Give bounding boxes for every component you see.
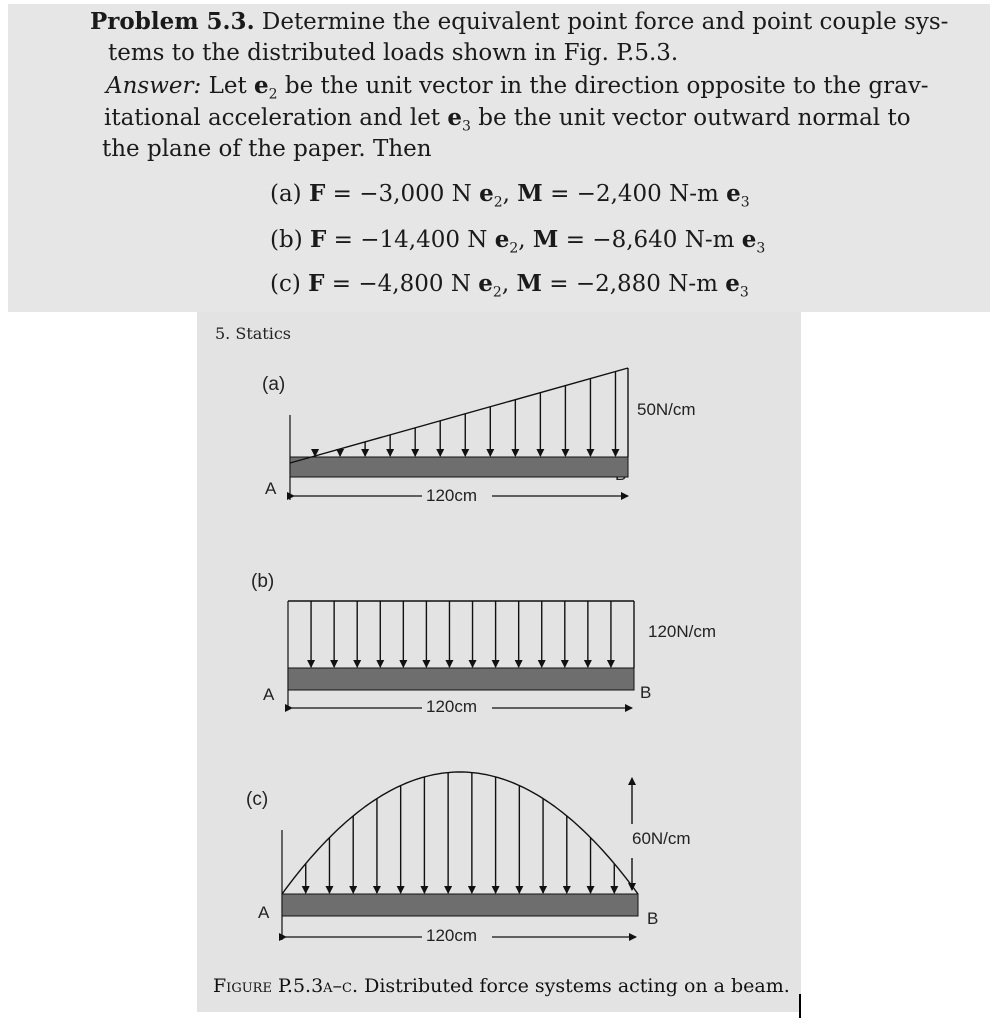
answer-b: (b) F = −14,400 N $e_2$, M = −8,640 N-m $e_3$ (270, 226, 766, 257)
panel-label-c: (c) (246, 789, 269, 810)
figure-caption (213, 975, 790, 997)
problem-line-2: tems to the distributed loads shown in Fig. P.5.3. (108, 40, 679, 66)
load-label-a: 50N/cm (637, 400, 696, 419)
answer-label: Answer: (106, 73, 202, 99)
point-a-label-b: A (263, 685, 275, 704)
beam-b (288, 668, 634, 690)
section-label: 5. Statics (215, 324, 291, 343)
point-b-label-b: B (640, 683, 652, 702)
point-a-label-c: A (258, 903, 270, 922)
load-profile-c (282, 772, 638, 894)
load-profile-a (290, 368, 628, 463)
point-b-label-c: B (647, 909, 659, 928)
length-label-b: 120cm (426, 697, 478, 716)
beam-c (282, 894, 638, 916)
caption-prefix: Figure P.5.3a–c. (213, 975, 359, 997)
problem-heading: Problem 5.3. (90, 8, 255, 35)
text-cursor (799, 994, 801, 1018)
panel-label-a: (a) (262, 374, 286, 395)
length-label-a: 120cm (426, 486, 478, 505)
length-label-c: 120cm (426, 926, 478, 945)
problem-line-5: the plane of the paper. Then (102, 136, 432, 162)
load-label-b: 120N/cm (648, 622, 717, 641)
beam-a (290, 457, 628, 477)
load-label-c: 60N/cm (632, 829, 691, 848)
problem-line-4: itational acceleration and let $e_3$ be the unit vector outward normal to (104, 104, 911, 135)
answer-c: (c) F = −4,800 N $e_2$, M = −2,880 N-m $e_3$ (270, 270, 749, 301)
caption-text: Distributed force systems acting on a beam. (358, 975, 790, 997)
problem-line-1: Problem 5.3. Determine the equivalent point force and point couple sys- (90, 8, 949, 35)
problem-line-3: Answer: Let $e_2$ be the unit vector in the direction opposite to the grav- (106, 72, 929, 103)
panel-label-b: (b) (251, 571, 275, 592)
answer-a: (a) F = −3,000 N $e_2$, M = −2,400 N-m $e_3$ (270, 180, 750, 211)
point-a-label-a: A (265, 479, 277, 498)
